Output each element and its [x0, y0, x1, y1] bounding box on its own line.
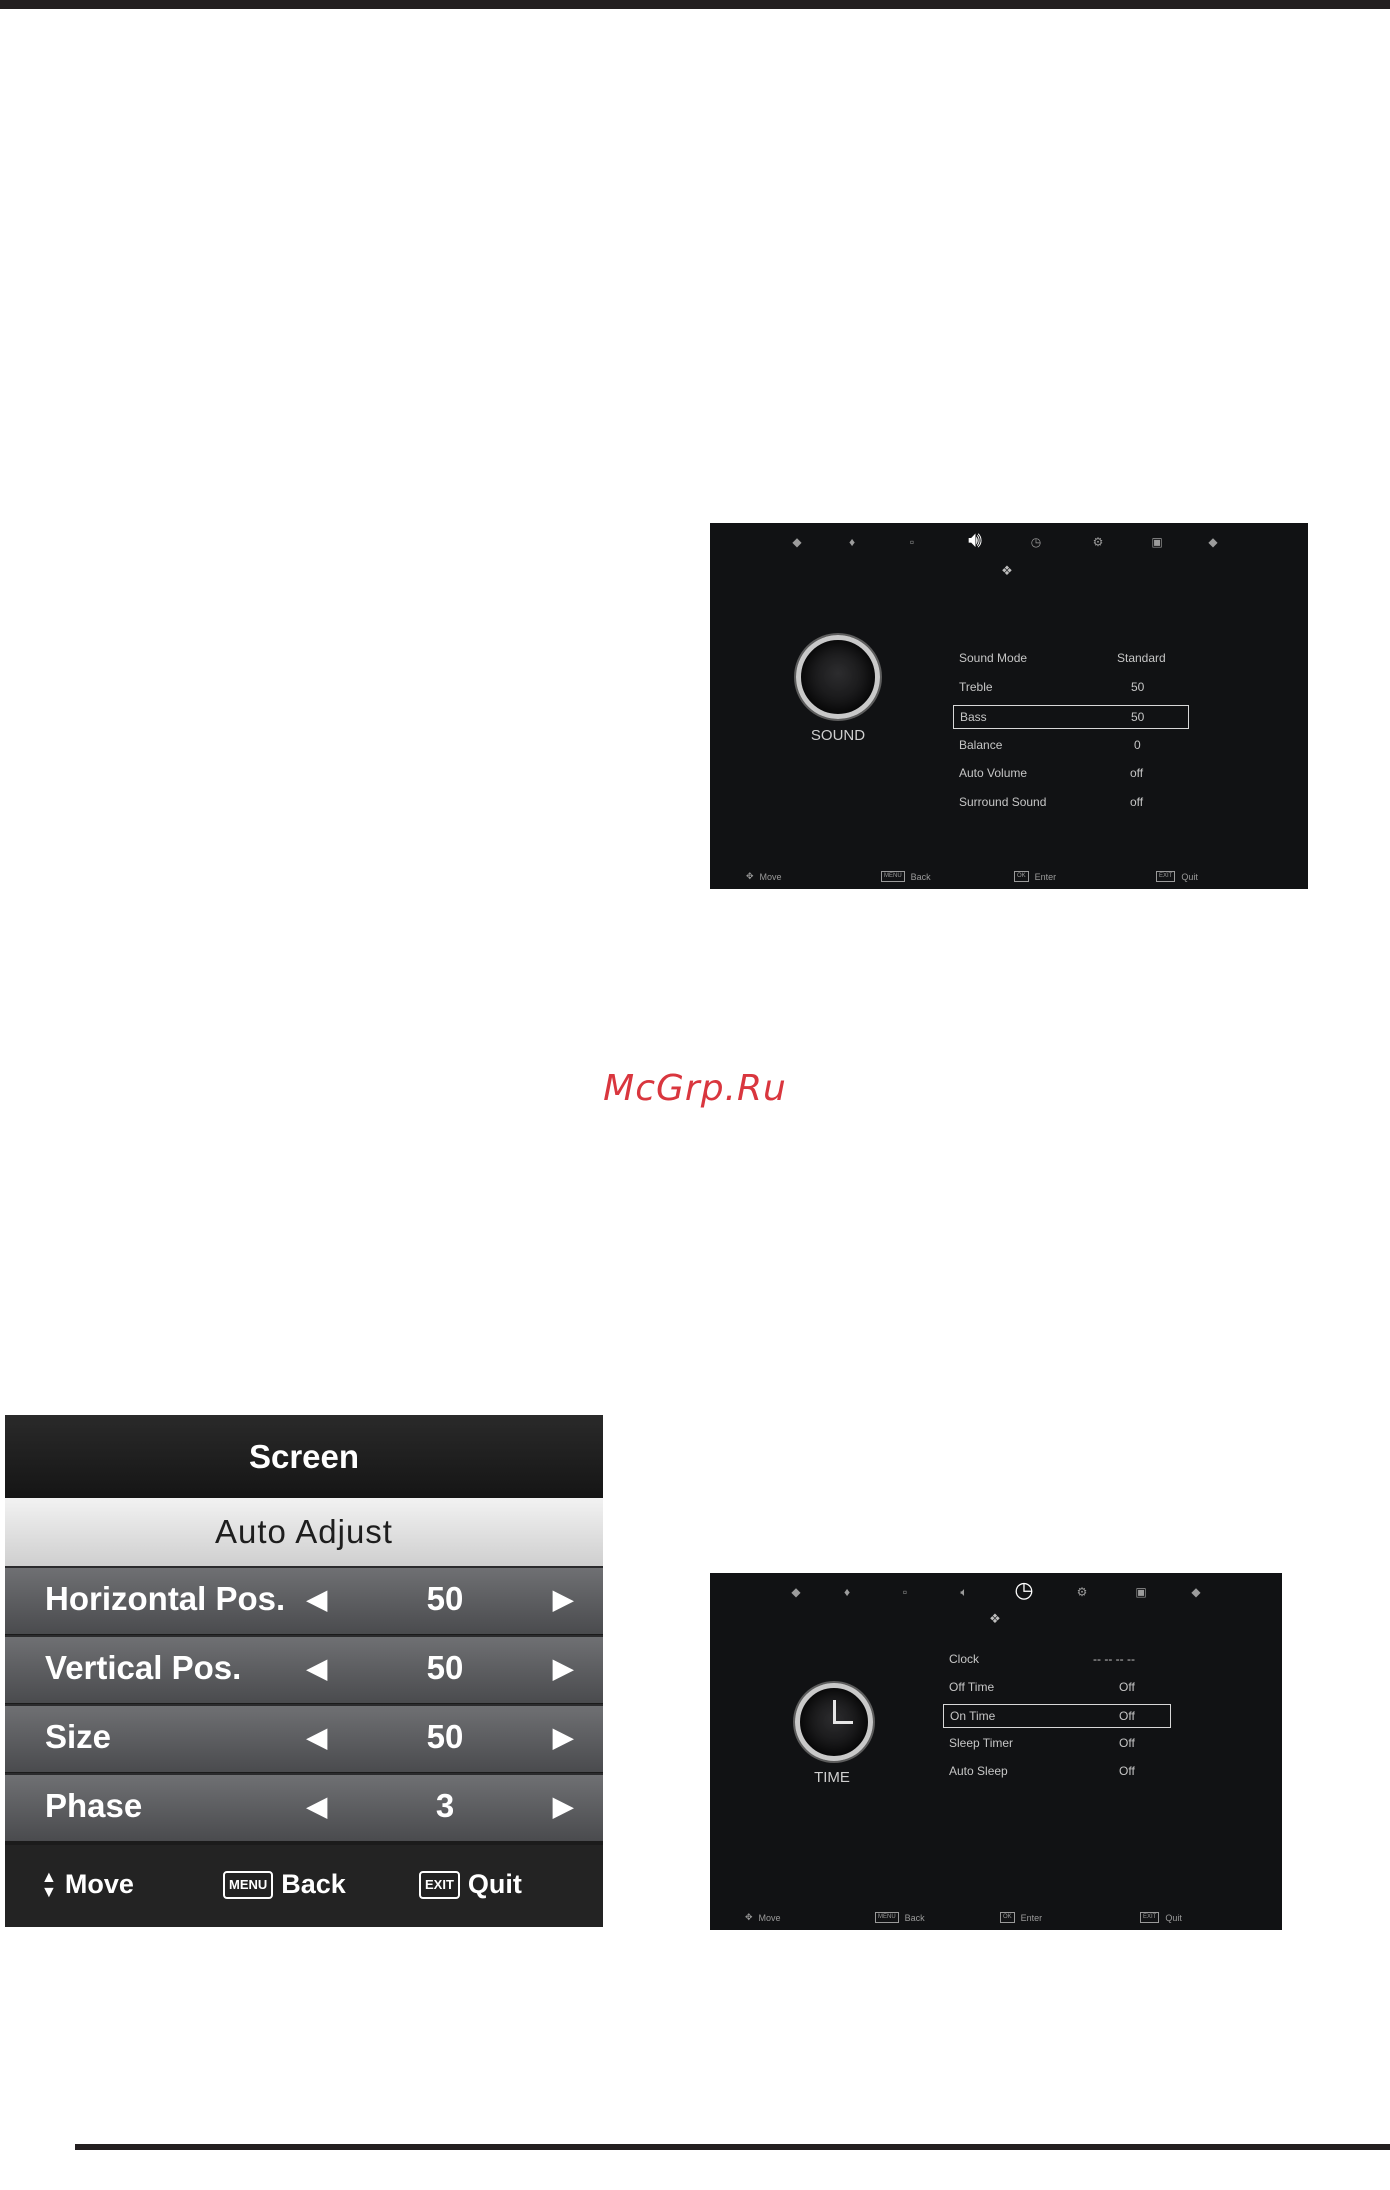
row-value: Off: [1119, 1709, 1135, 1723]
picture-icon[interactable]: ◆: [791, 1585, 801, 1599]
arrow-left-icon[interactable]: ◀: [307, 1584, 327, 1614]
top-rule: [0, 0, 1390, 9]
exit-key-icon: EXIT: [1140, 1912, 1159, 1923]
row-value: 0: [1134, 738, 1141, 752]
screen-menu-screenshot: [5, 1415, 603, 1927]
row-label: Phase: [45, 1787, 143, 1824]
arrow-right-icon[interactable]: ▶: [553, 1584, 573, 1614]
time-row-on-time[interactable]: [943, 1704, 1171, 1728]
row-value: 50: [426, 1580, 464, 1617]
lamp-icon[interactable]: ♦: [848, 535, 856, 549]
sound-row-surround-sound[interactable]: [953, 791, 1179, 813]
watermark: McGrp.Ru: [603, 1068, 787, 1109]
up-down-icon: ▲ ▼: [41, 1868, 57, 1901]
sound-row-sound-mode[interactable]: [953, 647, 1179, 669]
hint-back: MENU Back: [881, 871, 931, 882]
gear-icon[interactable]: ⚙: [1092, 535, 1104, 549]
screen-row-size[interactable]: [5, 1704, 603, 1772]
time-row-auto-sleep[interactable]: [943, 1760, 1175, 1782]
row-value: -- -- -- --: [1093, 1652, 1135, 1666]
row-label: Off Time: [949, 1680, 995, 1694]
arrow-left-icon[interactable]: ◀: [307, 1653, 327, 1683]
exit-key-icon: EXIT: [419, 1871, 460, 1899]
speaker-dial-icon: [796, 635, 880, 719]
input-icon[interactable]: ◆: [1208, 535, 1218, 549]
hint-move: ✥ Move: [746, 871, 782, 882]
screen-row-vertical-pos[interactable]: [5, 1635, 603, 1703]
speaker-icon[interactable]: 🔈︎: [960, 1584, 968, 1599]
ok-key-icon: OK: [1014, 871, 1029, 882]
row-label: Auto Volume: [959, 766, 1028, 780]
picture-icon[interactable]: ◆: [792, 535, 802, 549]
row-label: Surround Sound: [959, 795, 1047, 809]
input-icon[interactable]: ◆: [1191, 1585, 1201, 1599]
row-label: Size: [45, 1718, 112, 1755]
bottom-rule: [75, 2144, 1390, 2150]
screen-menu-title: Screen: [5, 1415, 603, 1498]
time-row-sleep-timer[interactable]: [943, 1732, 1175, 1754]
row-label: Auto Sleep: [949, 1764, 1008, 1778]
row-value: 50: [426, 1649, 464, 1686]
row-label: Vertical Pos.: [45, 1649, 242, 1686]
hint-enter: OK Enter: [1014, 871, 1056, 882]
hint-move: ✥ Move: [745, 1912, 781, 1923]
menu-key-icon: MENU: [223, 1871, 273, 1899]
row-value: 50: [426, 1718, 464, 1755]
dial-label: TIME: [814, 1769, 850, 1786]
clock-hand: [833, 1721, 853, 1724]
arrows-icon: ✥: [746, 871, 754, 881]
row-value: off: [1130, 766, 1144, 780]
clock-icon[interactable]: ◷: [1030, 535, 1042, 549]
submenu-icon: ❖: [989, 1611, 1001, 1626]
speaker-icon[interactable]: 🔊︎: [968, 527, 982, 552]
row-label: Horizontal Pos.: [45, 1580, 286, 1617]
arrow-left-icon[interactable]: ◀: [307, 1722, 327, 1752]
sound-row-balance[interactable]: [953, 734, 1179, 756]
hint-back: MENU Back: [223, 1869, 346, 1900]
arrow-left-icon[interactable]: ◀: [307, 1791, 327, 1821]
menu-category-bar: [710, 1573, 1282, 1613]
menu-key-icon: MENU: [881, 871, 905, 882]
row-value: off: [1130, 795, 1144, 809]
sound-row-treble[interactable]: [953, 676, 1179, 698]
row-value: 50: [1131, 680, 1145, 694]
hint-quit: EXIT Quit: [419, 1869, 522, 1900]
row-value: Standard: [1117, 651, 1166, 665]
screen-menu-footer: [5, 1845, 603, 1927]
hint-enter: OK Enter: [1000, 1912, 1042, 1923]
screen-row-phase[interactable]: [5, 1773, 603, 1841]
sound-row-bass[interactable]: [953, 705, 1189, 729]
row-value: 3: [435, 1787, 455, 1824]
hint-quit: EXIT Quit: [1156, 871, 1198, 882]
arrow-right-icon[interactable]: ▶: [553, 1653, 573, 1683]
auto-adjust-item[interactable]: Auto Adjust: [5, 1498, 603, 1566]
gear-icon[interactable]: ⚙: [1076, 1585, 1088, 1599]
menu-key-icon: MENU: [875, 1912, 899, 1923]
channel-icon[interactable]: ▫: [909, 535, 915, 549]
row-label: On Time: [950, 1709, 996, 1723]
time-row-clock[interactable]: [943, 1648, 1175, 1670]
arrow-right-icon[interactable]: ▶: [553, 1722, 573, 1752]
lamp-icon[interactable]: ♦: [843, 1585, 851, 1599]
time-menu-screenshot: [710, 1573, 1282, 1930]
row-value: Off: [1119, 1680, 1135, 1694]
clock-dial-icon: [795, 1683, 873, 1761]
row-value: 50: [1131, 710, 1145, 724]
arrow-right-icon[interactable]: ▶: [553, 1791, 573, 1821]
arrows-icon: ✥: [745, 1912, 753, 1922]
exit-key-icon: EXIT: [1156, 871, 1175, 882]
screen-row-horizontal-pos[interactable]: [5, 1566, 603, 1634]
hint-quit: EXIT Quit: [1140, 1912, 1182, 1923]
row-label: Sound Mode: [959, 651, 1028, 665]
hint-move: ▲ ▼ Move: [41, 1868, 134, 1901]
lock-icon[interactable]: ▣: [1151, 535, 1163, 549]
time-row-off-time[interactable]: [943, 1676, 1175, 1698]
row-label: Treble: [959, 680, 993, 694]
sound-row-auto-volume[interactable]: [953, 762, 1179, 784]
clock-icon[interactable]: ◷: [1014, 1577, 1034, 1602]
menu-category-bar: [710, 523, 1308, 563]
row-value: Off: [1119, 1764, 1135, 1778]
sound-menu-screenshot: [710, 523, 1308, 889]
row-label: Bass: [960, 710, 987, 724]
ok-key-icon: OK: [1000, 1912, 1015, 1923]
row-label: Sleep Timer: [949, 1736, 1014, 1750]
hint-back: MENU Back: [875, 1912, 925, 1923]
lock-icon[interactable]: ▣: [1135, 1585, 1147, 1599]
dial-label: SOUND: [810, 727, 866, 744]
row-label: Balance: [959, 738, 1003, 752]
channel-icon[interactable]: ▫: [902, 1585, 908, 1599]
row-value: Off: [1119, 1736, 1135, 1750]
row-label: Clock: [949, 1652, 980, 1666]
submenu-icon: ❖: [1001, 563, 1013, 578]
